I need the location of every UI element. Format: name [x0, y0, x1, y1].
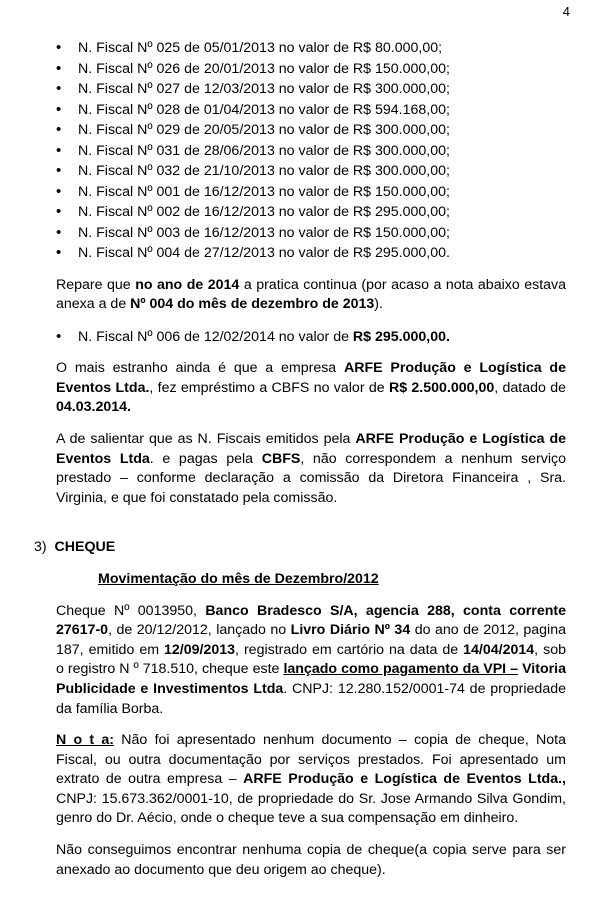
list-item: • N. Fiscal Nº 029 de 20/05/2013 no valor de R$ 300.000,00;: [78, 120, 566, 141]
list-item: • N. Fiscal Nº 027 de 12/03/2013 no valor de R$ 300.000,00;: [78, 79, 566, 100]
list-item: • N. Fiscal Nº 028 de 01/04/2013 no valor de R$ 594.168,00;: [78, 100, 566, 121]
section-subtitle: Movimentação do mês de Dezembro/2012: [98, 570, 379, 587]
invoice-list-2013: [56, 38, 566, 264]
list-item: • N. Fiscal Nº 026 de 20/01/2013 no valor de R$ 150.000,00;: [78, 59, 566, 80]
list-item: • N. Fiscal Nº 003 de 16/12/2013 no valor de R$ 150.000,00;: [78, 223, 566, 244]
paragraph-nota: N o t a: Não foi apresentado nenhum documento – copia de cheque, Nota Fiscal, ou outra documentação por serviços prestados. Foi apresentado um extrato de outra empresa – ARFE Produção e Logística de Eventos Ltda., CNPJ: 15.673.362/0001-10, de propriedade do Sr. Jose Armando Silva Gondim, genro do Dr. Aécio, onde o cheque teve a sua compensação em dinheiro.: [56, 732, 567, 827]
paragraph-salientar: A de salientar que as N. Fiscais emitidos pela ARFE Produção e Logística de Eventos Ltda. e pagas pela CBFS, não correspondem a nenhum serviço prestado – conforme declaração a comissão da Diretora Financeira , Sra. Virginia, e que foi constatado pela comissão.: [56, 430, 566, 506]
list-item: • N. Fiscal Nº 004 de 27/12/2013 no valor de R$ 295.000,00.: [78, 243, 566, 264]
paragraph-loan: O mais estranho ainda é que a empresa ARFE Produção e Logística de Eventos Ltda., fez empréstimo a CBFS no valor de R$ 2.500.000,00, datado de 04.03.2014.: [56, 360, 566, 416]
list-item: • N. Fiscal Nº 002 de 16/12/2013 no valor de R$ 295.000,00;: [78, 202, 566, 223]
invoice-list-2014: [56, 327, 566, 348]
list-item: • N. Fiscal Nº 025 de 05/01/2013 no valor de R$ 80.000,00;: [78, 38, 566, 59]
section-heading: 3) CHEQUE: [34, 539, 116, 556]
paragraph-2014: Repare que no ano de 2014 a pratica continua (por acaso a nota abaixo estava anexa a de Nº 004 do mês de dezembro de 2013).: [56, 276, 567, 313]
paragraph-cheque: Cheque Nº 0013950, Banco Bradesco S/A, agencia 288, conta corrente 27617-0, de 20/12/2012, lançado no Livro Diário Nº 34 do ano de 2012, pagina 187, emitido em 12/09/2013, registrado em cartório na data de 14/04/2014, sob o registro N º 718.510, cheque este lançado como pagamento da VPI – Vitoria Publicidade e Investimentos Ltda. CNPJ: 12.280.152/0001-74 de propriedade da família Borba.: [56, 602, 566, 717]
list-item: • N. Fiscal Nº 001 de 16/12/2013 no valor de R$ 150.000,00;: [78, 182, 566, 203]
list-item: • N. Fiscal Nº 031 de 28/06/2013 no valor de R$ 300.000,00;: [78, 141, 566, 162]
document-body: [34, 38, 567, 880]
list-item: • N. Fiscal Nº 032 de 21/10/2013 no valor de R$ 300.000,00;: [78, 161, 566, 182]
page-number: 4: [562, 4, 570, 19]
list-item: • N. Fiscal Nº 006 de 12/02/2014 no valor de R$ 295.000,00.: [78, 327, 566, 348]
paragraph-final: Não conseguimos encontrar nenhuma copia de cheque(a copia serve para ser anexado ao documento que deu origem ao cheque).: [56, 842, 566, 878]
